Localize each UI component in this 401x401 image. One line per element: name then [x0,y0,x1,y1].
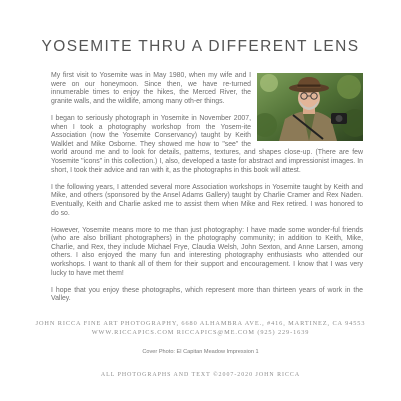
author-photo [257,73,363,141]
paragraph-1-text: My first visit to Yosemite was in May 1980, when my wife and I were on our honeymoon. Since then, we have re-turned innumerable times to enjoy the hikes, the Merced River, the granite walls, and the wildlife, among many oth-er things. [51,72,251,105]
paragraph-5: I hope that you enjoy these photographs, which represent more than thirteen years of work in the Valley. [51,286,363,303]
page-title: YOSEMITE THRU A DIFFERENT LENS [41,38,360,55]
author-portrait-image [257,73,363,141]
paragraph-1 [51,72,363,106]
cover-photo-credit: Cover Photo: El Capitan Meadow Impression 1 [142,349,259,355]
paragraph-3: I the following years, I attended several more Association workshops in Yosemite taught by Keith and Mike, and others (sponsored by the Ansel Adams Gallery) taught by Charlie Cramer and Rex Naden. Eventually, Keith and Charlie asked me to assist them when Mike and Rex retired. I was honored to do so. [51,183,363,217]
footer-address: JOHN RICCA FINE ART PHOTOGRAPHY, 6680 ALHAMBRA AVE., #416, MARTINEZ, CA 94553 [35,320,366,327]
intro-text [51,72,363,313]
copyright-notice: ALL PHOTOGRAPHS AND TEXT ©2007-2020 JOHN RICCA [100,372,301,378]
footer-web-contact: WWW.RICCAPICS.COM RICCAPICS@ME.COM (925) 229-1639 [91,329,310,336]
paragraph-2: I began to seriously photograph in Yosemite in November 2007, when I took a photography workshop from the Yosem-ite Association (now the Yosemite Conservancy) taught by Keith Walklet and Mike Osborne. They showed me how to "see" the world around me and to look for details, patterns, textures, and shapes close-up. (There are few Yosemite "icons" in this collection.) I, also, developed a taste for abstract and impressionist images. In short, I took their advice and ran with it, as the photographs in this book will attest. [51,114,363,174]
paragraph-4: However, Yosemite means more to me than just photography: I have made some wonder-ful friends (who are also brilliant photographers) in the photography community; in addition to Keith, Mike, Charlie, and Rex, they include Michael Frye, Claudia Welsh, John Sexton, and Anne Larsen, among others. I also enjoyed the many fun and interesting photography enthusiasts who attended our workshops. I want to thank all of them for their support and encouragement. I know that I was very lucky to have met them! [51,226,363,277]
